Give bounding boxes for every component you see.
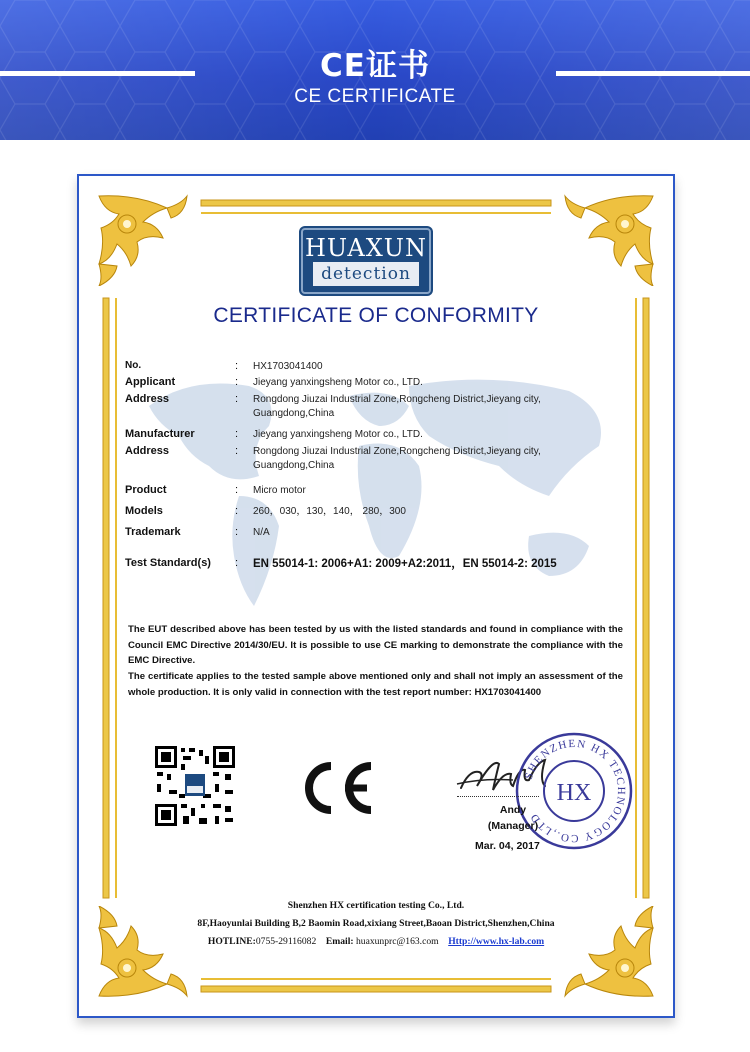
field-value bbox=[253, 445, 563, 473]
company-seal-icon bbox=[513, 730, 635, 852]
issue-date: Mar. 04, 2017 bbox=[475, 840, 540, 852]
email-label: Email: bbox=[325, 936, 354, 947]
field-colon: : bbox=[235, 526, 239, 538]
field-colon: : bbox=[235, 557, 239, 569]
banner-title-cn: CE证书 bbox=[320, 48, 430, 84]
field-value: Jieyang yanxingsheng Motor co., LTD. bbox=[253, 377, 423, 388]
hotline-value: 0755-29116082 bbox=[255, 936, 317, 947]
signature-line bbox=[457, 796, 539, 797]
svg-text:HX: HX bbox=[556, 780, 592, 806]
field-label: Trademark bbox=[125, 526, 181, 538]
field-value: HX1703041400 bbox=[253, 361, 323, 372]
address-line-1: Rongdong Jiuzai Industrial Zone,Rongcheng District,Jieyang city, bbox=[253, 446, 541, 457]
field-label: Test Standard(s) bbox=[125, 557, 211, 569]
address-line-2: Guangdong,China bbox=[253, 408, 335, 419]
field-label: No. bbox=[125, 360, 142, 371]
field-label: Product bbox=[125, 484, 167, 496]
email-value: huaxunprc@163.com bbox=[355, 936, 439, 947]
certificate-heading: CERTIFICATE OF CONFORMITY bbox=[213, 304, 539, 327]
field-value: Jieyang yanxingsheng Motor co., LTD. bbox=[253, 429, 423, 440]
field-value: EN 55014-1: 2006+A1: 2009+A2:2011，EN 55014-2: 2015 bbox=[253, 558, 557, 570]
field-colon: : bbox=[235, 428, 239, 440]
ce-mark-icon bbox=[295, 760, 375, 816]
signer-title: (Manager) bbox=[487, 820, 539, 832]
svg-text:SHENZHEN HX TECHNOLOGY CO.,LTD: SHENZHEN HX TECHNOLOGY CO.,LTD bbox=[522, 737, 628, 845]
field-colon: : bbox=[235, 376, 239, 388]
footer-address: 8F,Haoyunlai Building B,2 Baomin Road,xixiang Street,Baoan District,Shenzhen,China bbox=[197, 918, 555, 929]
field-colon: : bbox=[235, 505, 239, 517]
address-line-1: Rongdong Jiuzai Industrial Zone,Rongcheng District,Jieyang city, bbox=[253, 394, 541, 405]
compliance-paragraph: The EUT described above has been tested by us with the listed standards and found in compliance with the Council EMC Directive 2014/30/EU. It is possible to use CE marking to demonstrate the compliance with the EMC Directive. bbox=[128, 624, 623, 667]
field-colon: : bbox=[235, 445, 239, 457]
qr-code-icon bbox=[155, 746, 235, 826]
corner-ornament-top-right bbox=[563, 194, 655, 286]
field-value: Micro motor bbox=[253, 485, 306, 496]
field-value: 260，030，130，140， 280，300 bbox=[253, 506, 406, 517]
field-value: N/A bbox=[253, 527, 270, 538]
footer-company: Shenzhen HX certification testing Co., Ltd. bbox=[287, 900, 465, 911]
banner-title-en: CE CERTIFICATE bbox=[294, 86, 456, 107]
field-colon: : bbox=[235, 360, 239, 372]
field-value bbox=[253, 393, 563, 421]
logo-text-detection: detection bbox=[313, 262, 419, 286]
field-colon: : bbox=[235, 484, 239, 496]
corner-ornament-top-left bbox=[97, 194, 189, 286]
logo-text-huaxun: HUAXUN bbox=[304, 234, 428, 262]
certificate bbox=[77, 174, 675, 1018]
field-label: Address bbox=[125, 445, 170, 457]
field-label: Address bbox=[125, 393, 170, 405]
address-line-2: Guangdong,China bbox=[253, 460, 335, 471]
validity-paragraph: The certificate applies to the tested sample above mentioned only and shall not imply an assessment of the whole production. It is only valid in connection with the test report number: HX1703041400 bbox=[128, 671, 623, 698]
signer-name: Andy bbox=[499, 804, 527, 816]
banner bbox=[0, 0, 750, 140]
field-label: Models bbox=[125, 505, 163, 517]
hotline-label: HOTLINE: bbox=[207, 936, 256, 947]
field-label: Applicant bbox=[125, 376, 176, 388]
footer-contact bbox=[79, 936, 673, 947]
field-colon: : bbox=[235, 393, 239, 405]
website-link[interactable]: Http://www.hx-lab.com bbox=[448, 936, 545, 947]
field-label: Manufacturer bbox=[125, 428, 195, 440]
huaxun-logo bbox=[301, 228, 431, 294]
